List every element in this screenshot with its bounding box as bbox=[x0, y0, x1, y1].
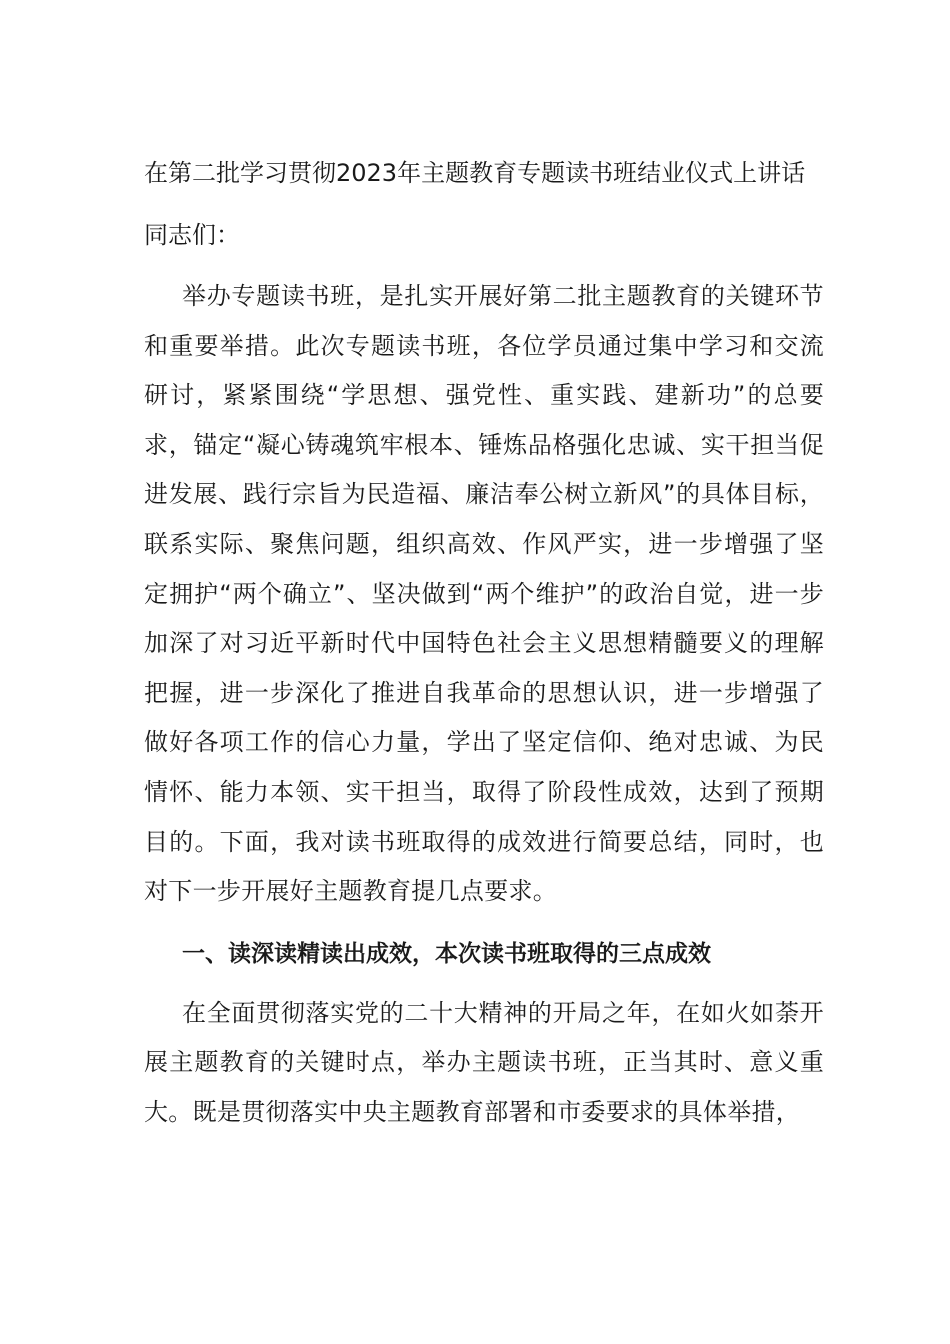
document-page bbox=[144, 148, 824, 1138]
document-title: 在第二批学习贯彻2023年主题教育专题读书班结业仪式上讲话 bbox=[144, 159, 806, 187]
section-paragraph: 在全面贯彻落实党的二十大精神的开局之年，在如火如荼开展主题教育的关键时点，举办主题读书班，正当其时、意义重大。既是贯彻落实中央主题教育部署和市委要求的具体举措， bbox=[144, 998, 824, 1126]
salutation: 同志们： bbox=[144, 221, 240, 249]
body-paragraph: 举办专题读书班，是扎实开展好第二批主题教育的关键环节和重要举措。此次专题读书班，各位学员通过集中学习和交流研讨，紧紧围绕“学思想、强党性、重实践、建新功”的总要求，锚定“凝心铸魂筑牢根本、锤炼品格强化忠诚、实干担当促进发展、践行宗旨为民造福、廉洁奉公树立新风”的具体目标，联系实际、聚焦问题，组织高效、作风严实，进一步增强了坚定拥护“两个确立”、坚决做到“两个维护”的政治自觉，进一步加深了对习近平新时代中国特色社会主义思想精髓要义的理解把握，进一步深化了推进自我革命的思想认识，进一步增强了做好各项工作的信心力量，学出了坚定信仰、绝对忠诚、为民情怀、能力本领、实干担当，取得了阶段性成效，达到了预期目的。下面，我对读书班取得的成效进行简要总结，同时，也对下一步开展好主题教育提几点要求。 bbox=[144, 282, 824, 906]
section-heading: 一、读深读精读出成效，本次读书班取得的三点成效 bbox=[182, 940, 711, 967]
